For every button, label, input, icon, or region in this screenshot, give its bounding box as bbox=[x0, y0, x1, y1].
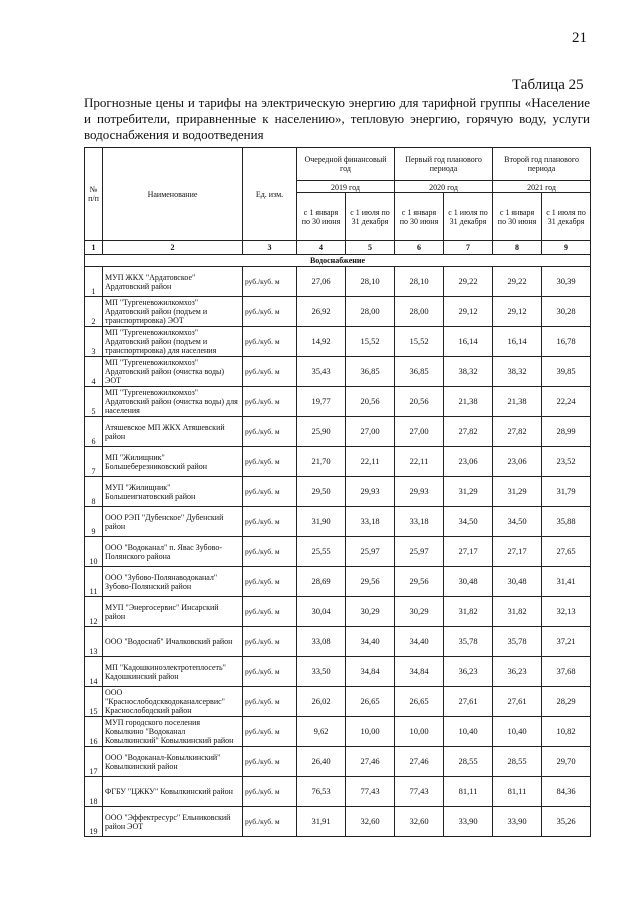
table-row bbox=[85, 327, 591, 357]
row-name: ООО РЭП "Дубенское" Дубенский район bbox=[103, 507, 243, 537]
row-value: 16,14 bbox=[493, 327, 542, 357]
row-value: 26,02 bbox=[297, 687, 346, 717]
row-value: 31,90 bbox=[297, 507, 346, 537]
table-row bbox=[85, 567, 591, 597]
row-number: 7 bbox=[85, 447, 103, 477]
row-value: 28,69 bbox=[297, 567, 346, 597]
row-value: 77,43 bbox=[395, 777, 444, 807]
row-name: ФГБУ "ЦЖКУ" Ковылкинский район bbox=[103, 777, 243, 807]
row-value: 28,55 bbox=[493, 747, 542, 777]
row-name: ООО "Зубово-Полянаводоканал" Зубово-Полянский район bbox=[103, 567, 243, 597]
table-row bbox=[85, 687, 591, 717]
row-value: 9,62 bbox=[297, 717, 346, 747]
header-year-1: 2019 год bbox=[297, 181, 395, 193]
table-row bbox=[85, 627, 591, 657]
header-sub: с 1 июля по 31 декабря bbox=[542, 193, 591, 241]
row-unit: руб./куб. м bbox=[243, 777, 297, 807]
row-value: 28,10 bbox=[346, 267, 395, 297]
row-value: 31,29 bbox=[444, 477, 493, 507]
header-sub: с 1 июля по 31 декабря bbox=[346, 193, 395, 241]
header-num: № п/п bbox=[85, 148, 103, 241]
row-unit: руб./куб. м bbox=[243, 507, 297, 537]
row-number: 14 bbox=[85, 657, 103, 687]
row-value: 28,00 bbox=[346, 297, 395, 327]
row-value: 32,60 bbox=[346, 807, 395, 837]
row-value: 28,00 bbox=[395, 297, 444, 327]
column-number: 2 bbox=[103, 241, 243, 255]
table-row bbox=[85, 417, 591, 447]
row-unit: руб./куб. м bbox=[243, 567, 297, 597]
row-value: 20,56 bbox=[346, 387, 395, 417]
row-value: 10,40 bbox=[493, 717, 542, 747]
row-value: 29,56 bbox=[346, 567, 395, 597]
row-value: 27,00 bbox=[346, 417, 395, 447]
row-name: МП "Кадошкиноэлектротеплосеть" Кадошкинский район bbox=[103, 657, 243, 687]
row-value: 22,11 bbox=[395, 447, 444, 477]
table-name: Таблица 25 bbox=[512, 77, 584, 93]
row-value: 15,52 bbox=[346, 327, 395, 357]
table-row bbox=[85, 297, 591, 327]
row-value: 22,24 bbox=[542, 387, 591, 417]
row-value: 31,91 bbox=[297, 807, 346, 837]
column-number: 8 bbox=[493, 241, 542, 255]
row-name: Атяшевское МП ЖКХ Атяшевский район bbox=[103, 417, 243, 447]
row-value: 29,56 bbox=[395, 567, 444, 597]
row-value: 35,78 bbox=[493, 627, 542, 657]
row-value: 23,06 bbox=[493, 447, 542, 477]
row-number: 11 bbox=[85, 567, 103, 597]
header-period-1: Очередной финансовый год bbox=[297, 148, 395, 181]
row-value: 25,55 bbox=[297, 537, 346, 567]
row-value: 21,70 bbox=[297, 447, 346, 477]
row-value: 27,17 bbox=[444, 537, 493, 567]
row-value: 37,21 bbox=[542, 627, 591, 657]
row-value: 27,17 bbox=[493, 537, 542, 567]
row-number: 12 bbox=[85, 597, 103, 627]
header-year-3: 2021 год bbox=[493, 181, 591, 193]
row-name: МП "Тургеневожилкомхоз" Ардатовский район (подъем и транспортировка) ЭОТ bbox=[103, 297, 243, 327]
header-period-2: Первый год планового периода bbox=[395, 148, 493, 181]
table-row bbox=[85, 507, 591, 537]
row-value: 34,40 bbox=[395, 627, 444, 657]
row-value: 37,68 bbox=[542, 657, 591, 687]
row-name: ООО "Водоканал-Ковылкинский" Ковылкинский район bbox=[103, 747, 243, 777]
header-sub: с 1 июля по 31 декабря bbox=[444, 193, 493, 241]
row-value: 27,82 bbox=[493, 417, 542, 447]
row-name: ООО "Краснослободскводоканалсервис" Краснослободский район bbox=[103, 687, 243, 717]
row-value: 27,82 bbox=[444, 417, 493, 447]
row-unit: руб./куб. м bbox=[243, 387, 297, 417]
row-name: МУП "Жилищник" Большеигнатовский район bbox=[103, 477, 243, 507]
row-value: 10,82 bbox=[542, 717, 591, 747]
header-name: Наименование bbox=[103, 148, 243, 241]
row-unit: руб./куб. м bbox=[243, 747, 297, 777]
row-unit: руб./куб. м bbox=[243, 597, 297, 627]
row-number: 9 bbox=[85, 507, 103, 537]
row-number: 1 bbox=[85, 267, 103, 297]
row-value: 30,29 bbox=[395, 597, 444, 627]
row-value: 29,22 bbox=[493, 267, 542, 297]
row-value: 28,99 bbox=[542, 417, 591, 447]
row-value: 29,93 bbox=[346, 477, 395, 507]
row-value: 30,48 bbox=[493, 567, 542, 597]
row-value: 38,32 bbox=[444, 357, 493, 387]
row-value: 33,18 bbox=[395, 507, 444, 537]
column-number: 6 bbox=[395, 241, 444, 255]
row-unit: руб./куб. м bbox=[243, 807, 297, 837]
column-number: 1 bbox=[85, 241, 103, 255]
row-unit: руб./куб. м bbox=[243, 447, 297, 477]
row-unit: руб./куб. м bbox=[243, 687, 297, 717]
table-row bbox=[85, 717, 591, 747]
row-value: 16,14 bbox=[444, 327, 493, 357]
table-row bbox=[85, 447, 591, 477]
row-number: 3 bbox=[85, 327, 103, 357]
row-value: 81,11 bbox=[493, 777, 542, 807]
row-value: 33,90 bbox=[493, 807, 542, 837]
table-row bbox=[85, 747, 591, 777]
row-name: ООО "Водоканал" п. Явас Зубово-Полянского района bbox=[103, 537, 243, 567]
row-value: 36,85 bbox=[346, 357, 395, 387]
row-unit: руб./куб. м bbox=[243, 327, 297, 357]
table-row bbox=[85, 657, 591, 687]
row-name: МП "Тургеневожилкомхоз" Ардатовский район (подъем и транспортировка) для населения bbox=[103, 327, 243, 357]
row-value: 35,78 bbox=[444, 627, 493, 657]
column-number: 5 bbox=[346, 241, 395, 255]
row-value: 25,90 bbox=[297, 417, 346, 447]
row-number: 4 bbox=[85, 357, 103, 387]
table-row bbox=[85, 357, 591, 387]
table-title: Прогнозные цены и тарифы на электрическую энергию для тарифной группы «Население и потребители, приравненные к населению», тепловую энергию, горячую воду, услуги водоснабжения и водоотведения bbox=[84, 95, 590, 142]
row-value: 25,97 bbox=[346, 537, 395, 567]
row-number: 2 bbox=[85, 297, 103, 327]
row-value: 35,88 bbox=[542, 507, 591, 537]
row-value: 22,11 bbox=[346, 447, 395, 477]
row-value: 28,29 bbox=[542, 687, 591, 717]
row-value: 29,22 bbox=[444, 267, 493, 297]
table-row bbox=[85, 807, 591, 837]
row-value: 29,70 bbox=[542, 747, 591, 777]
row-value: 27,06 bbox=[297, 267, 346, 297]
row-value: 23,06 bbox=[444, 447, 493, 477]
row-value: 27,00 bbox=[395, 417, 444, 447]
row-value: 30,39 bbox=[542, 267, 591, 297]
row-value: 26,65 bbox=[395, 687, 444, 717]
row-value: 33,18 bbox=[346, 507, 395, 537]
row-value: 38,32 bbox=[493, 357, 542, 387]
row-value: 31,79 bbox=[542, 477, 591, 507]
column-number: 3 bbox=[243, 241, 297, 255]
row-value: 34,40 bbox=[346, 627, 395, 657]
page-number: 21 bbox=[572, 30, 587, 46]
row-value: 29,93 bbox=[395, 477, 444, 507]
row-value: 28,55 bbox=[444, 747, 493, 777]
row-number: 17 bbox=[85, 747, 103, 777]
row-value: 31,29 bbox=[493, 477, 542, 507]
header-unit: Ед. изм. bbox=[243, 148, 297, 241]
header-sub: с 1 января по 30 июня bbox=[297, 193, 346, 241]
table-row bbox=[85, 597, 591, 627]
column-number: 9 bbox=[542, 241, 591, 255]
header-sub: с 1 января по 30 июня bbox=[493, 193, 542, 241]
row-name: ООО "Водоснаб" Ичалковский район bbox=[103, 627, 243, 657]
row-value: 34,50 bbox=[444, 507, 493, 537]
row-value: 21,38 bbox=[444, 387, 493, 417]
row-unit: руб./куб. м bbox=[243, 537, 297, 567]
row-value: 77,43 bbox=[346, 777, 395, 807]
table-row bbox=[85, 267, 591, 297]
row-number: 19 bbox=[85, 807, 103, 837]
header-sub: с 1 января по 30 июня bbox=[395, 193, 444, 241]
row-value: 29,12 bbox=[493, 297, 542, 327]
row-value: 14,92 bbox=[297, 327, 346, 357]
row-value: 26,65 bbox=[346, 687, 395, 717]
row-value: 33,90 bbox=[444, 807, 493, 837]
row-value: 34,50 bbox=[493, 507, 542, 537]
table-row bbox=[85, 477, 591, 507]
row-value: 33,50 bbox=[297, 657, 346, 687]
row-number: 15 bbox=[85, 687, 103, 717]
row-value: 29,12 bbox=[444, 297, 493, 327]
row-name: МУП городского поселения Ковылкино "Водоканал Ковылкинский" Ковылкинский район bbox=[103, 717, 243, 747]
row-unit: руб./куб. м bbox=[243, 297, 297, 327]
row-value: 19,77 bbox=[297, 387, 346, 417]
row-name: МУП ЖКХ "Ардатовское" Ардатовский район bbox=[103, 267, 243, 297]
table-row bbox=[85, 387, 591, 417]
row-value: 35,43 bbox=[297, 357, 346, 387]
row-name: МП "Тургеневожилкомхоз" Ардатовский район (очистка воды) для населения bbox=[103, 387, 243, 417]
row-name: МП "Жилищник" Большеберезниковский район bbox=[103, 447, 243, 477]
table-row bbox=[85, 537, 591, 567]
row-value: 81,11 bbox=[444, 777, 493, 807]
row-name: МУП "Энергосервис" Инсарский район bbox=[103, 597, 243, 627]
column-number: 4 bbox=[297, 241, 346, 255]
row-unit: руб./куб. м bbox=[243, 357, 297, 387]
row-number: 18 bbox=[85, 777, 103, 807]
row-value: 30,04 bbox=[297, 597, 346, 627]
table-row bbox=[85, 777, 591, 807]
row-value: 32,60 bbox=[395, 807, 444, 837]
row-name: ООО "Эффектресурс" Ельниковский район ЭОТ bbox=[103, 807, 243, 837]
table-body bbox=[85, 267, 591, 837]
row-unit: руб./куб. м bbox=[243, 657, 297, 687]
row-value: 10,00 bbox=[395, 717, 444, 747]
row-value: 34,84 bbox=[395, 657, 444, 687]
row-value: 10,00 bbox=[346, 717, 395, 747]
row-value: 26,40 bbox=[297, 747, 346, 777]
row-value: 21,38 bbox=[493, 387, 542, 417]
row-value: 76,53 bbox=[297, 777, 346, 807]
row-number: 10 bbox=[85, 537, 103, 567]
row-value: 84,36 bbox=[542, 777, 591, 807]
row-value: 25,97 bbox=[395, 537, 444, 567]
row-value: 36,23 bbox=[493, 657, 542, 687]
row-unit: руб./куб. м bbox=[243, 717, 297, 747]
row-value: 35,26 bbox=[542, 807, 591, 837]
row-value: 30,28 bbox=[542, 297, 591, 327]
row-name: МП "Тургеневожилкомхоз" Ардатовский район (очистка воды) ЭОТ bbox=[103, 357, 243, 387]
row-value: 36,23 bbox=[444, 657, 493, 687]
row-number: 16 bbox=[85, 717, 103, 747]
row-value: 27,46 bbox=[346, 747, 395, 777]
row-number: 5 bbox=[85, 387, 103, 417]
row-unit: руб./куб. м bbox=[243, 417, 297, 447]
section-title: Водоснабжение bbox=[85, 255, 591, 267]
row-unit: руб./куб. м bbox=[243, 477, 297, 507]
row-value: 32,13 bbox=[542, 597, 591, 627]
row-value: 34,84 bbox=[346, 657, 395, 687]
row-number: 8 bbox=[85, 477, 103, 507]
row-value: 31,41 bbox=[542, 567, 591, 597]
row-value: 31,82 bbox=[444, 597, 493, 627]
row-value: 31,82 bbox=[493, 597, 542, 627]
column-number: 7 bbox=[444, 241, 493, 255]
row-value: 20,56 bbox=[395, 387, 444, 417]
tariff-table bbox=[84, 147, 591, 837]
row-value: 33,08 bbox=[297, 627, 346, 657]
header-year-2: 2020 год bbox=[395, 181, 493, 193]
row-value: 30,48 bbox=[444, 567, 493, 597]
row-number: 13 bbox=[85, 627, 103, 657]
row-number: 6 bbox=[85, 417, 103, 447]
row-value: 28,10 bbox=[395, 267, 444, 297]
row-unit: руб./куб. м bbox=[243, 267, 297, 297]
row-value: 26,92 bbox=[297, 297, 346, 327]
row-value: 16,78 bbox=[542, 327, 591, 357]
row-unit: руб./куб. м bbox=[243, 627, 297, 657]
header-period-3: Второй год планового периода bbox=[493, 148, 591, 181]
row-value: 27,61 bbox=[444, 687, 493, 717]
row-value: 27,65 bbox=[542, 537, 591, 567]
row-value: 23,52 bbox=[542, 447, 591, 477]
row-value: 27,61 bbox=[493, 687, 542, 717]
row-value: 39,85 bbox=[542, 357, 591, 387]
row-value: 15,52 bbox=[395, 327, 444, 357]
row-value: 29,50 bbox=[297, 477, 346, 507]
row-value: 10,40 bbox=[444, 717, 493, 747]
row-value: 27,46 bbox=[395, 747, 444, 777]
row-value: 30,29 bbox=[346, 597, 395, 627]
row-value: 36,85 bbox=[395, 357, 444, 387]
